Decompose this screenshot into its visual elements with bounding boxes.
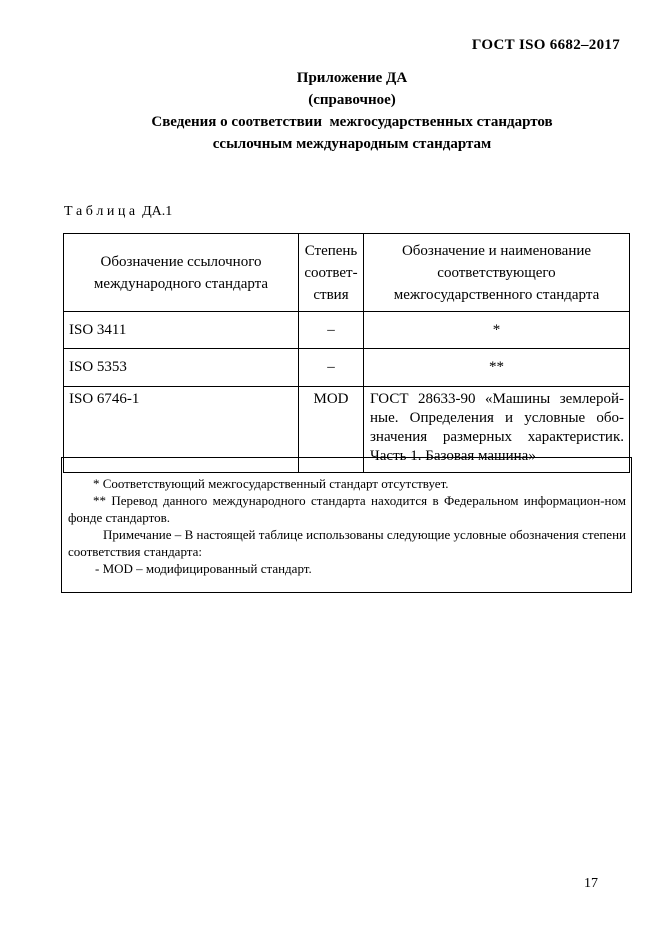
footnote-single-asterisk: * Соответствующий межгосударственный стандарт отсутствует. [93, 476, 449, 491]
reference-standard-cell: ISO 3411 [64, 312, 299, 349]
degree-cell: – [299, 349, 364, 387]
reference-standard-cell: ISO 5353 [64, 349, 299, 387]
footnote-mod-definition: - MOD – модифицированный стандарт. [95, 561, 312, 576]
page-number: 17 [584, 876, 598, 891]
footnote-note: Примечание – В настоящей таблице использованы следующие условные обозначения степени соответствия стандарта: [68, 527, 626, 559]
corresponding-standard-cell: * [364, 312, 630, 349]
table-footnotes-box [61, 457, 632, 593]
appendix-title-block [63, 67, 641, 155]
table-caption: Т а б л и ц а ДА.1 [64, 204, 173, 219]
column-header-degree-of-correspondence: Степень соответ- ствия [299, 234, 364, 312]
appendix-subtitle: (справочное) [308, 92, 396, 108]
appendix-heading-line1: Сведения о соответствии межгосударственных стандартов [151, 114, 553, 130]
document-standard-code: ГОСТ ISO 6682–2017 [471, 37, 620, 53]
table-row [64, 312, 630, 349]
standards-correspondence-table [63, 233, 630, 473]
appendix-heading-line2: ссылочным международным стандартам [212, 136, 492, 152]
column-header-reference-standard: Обозначение ссылочного международного стандарта [64, 234, 299, 312]
reference-standard-cell: ISO 6746-1 [64, 387, 299, 473]
corresponding-standard-cell: ** [364, 349, 630, 387]
corresponding-standard-cell: ГОСТ 28633-90 «Машины землерой-ные. Определения и условные обо-значения размерных характеристик. Часть 1. Базовая машина» [364, 387, 630, 473]
degree-cell: – [299, 312, 364, 349]
footnote-double-asterisk: ** Перевод данного международного стандарта находится в Федеральном информацион-ном фонде стандартов. [68, 493, 626, 525]
table-row [64, 349, 630, 387]
degree-cell: MOD [299, 387, 364, 473]
appendix-title: Приложение ДА [296, 70, 408, 86]
table-header-row [64, 234, 630, 312]
column-header-corresponding-standard: Обозначение и наименование соответствующего межгосударственного стандарта [364, 234, 630, 312]
